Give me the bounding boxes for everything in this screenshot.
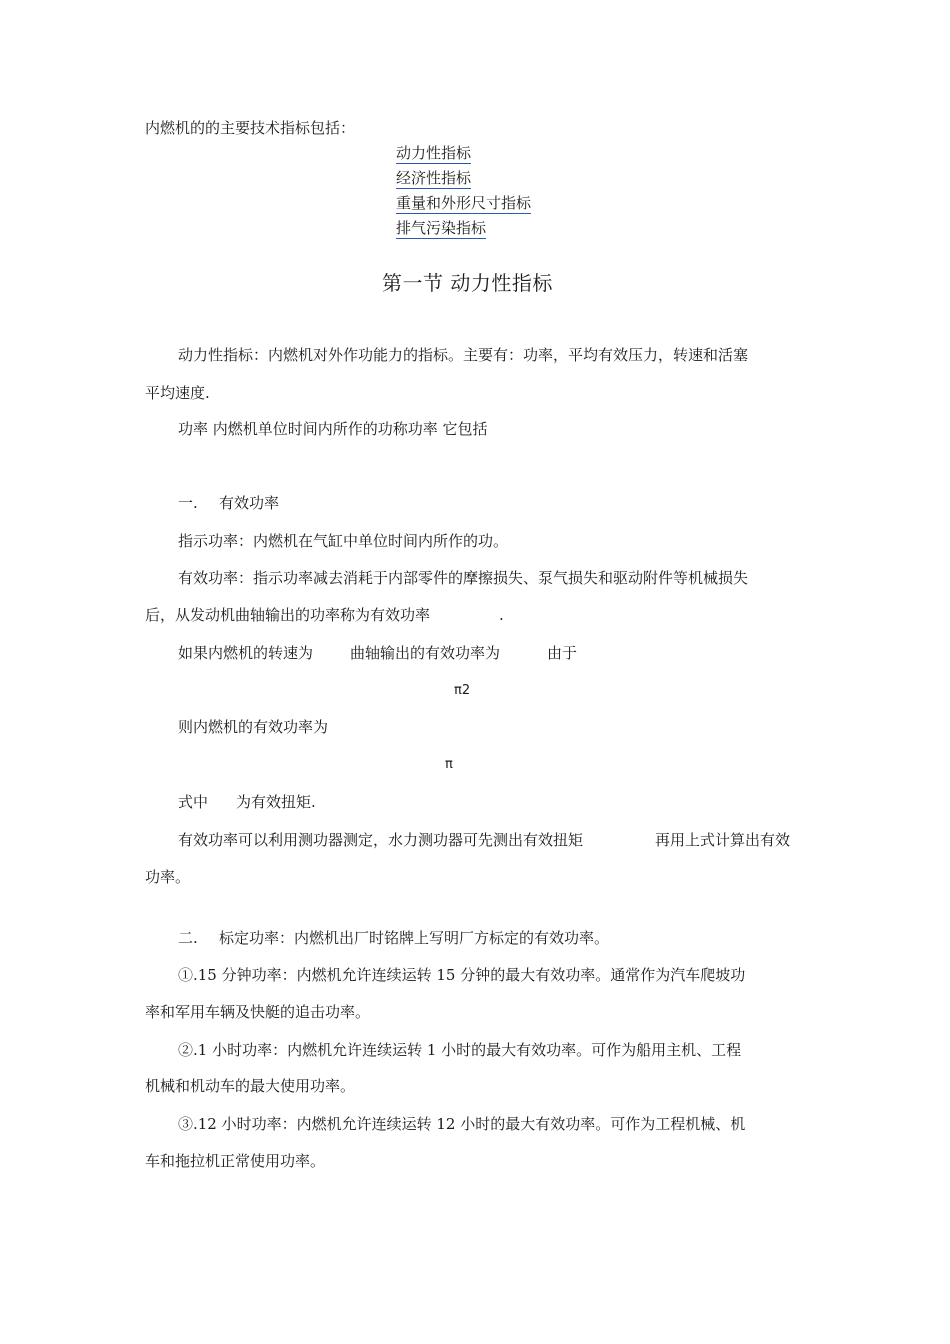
paragraph-indicated-power: 指示功率：内燃机在气缸中单位时间内所作的功。 xyxy=(178,532,509,550)
heading-effective-power: 有效功率 xyxy=(219,494,280,512)
paragraph-dynamometer-line2: 功率。 xyxy=(145,868,191,886)
intro-text: 内燃机的的主要技术指标包括： xyxy=(145,119,356,137)
heading-rated-power-number: 二. xyxy=(178,929,198,947)
paragraph-where-label: 式中 xyxy=(178,793,209,811)
toc-link-emission[interactable]: 排气污染指标 xyxy=(396,219,487,237)
formula-torque-relation: π2 xyxy=(454,683,471,698)
list-item-1hour-line2: 机械和机动车的最大使用功率。 xyxy=(145,1077,356,1095)
list-item-15min-line1: ①.15 分钟功率：内燃机允许连续运转 15 分钟的最大有效功率。通常作为汽车爬坡功 xyxy=(178,966,746,984)
heading-effective-power-number: 一. xyxy=(178,494,198,512)
heading-rated-power: 标定功率：内燃机出厂时铭牌上写明厂方标定的有效功率。 xyxy=(219,929,610,947)
paragraph-effective-power-period: . xyxy=(499,606,504,624)
toc-link-economy[interactable]: 经济性指标 xyxy=(396,169,472,187)
paragraph-effective-power-line2: 后，从发动机曲轴输出的功率称为有效功率 xyxy=(145,606,431,624)
list-item-15min-line2: 率和军用车辆及快艇的追击功率。 xyxy=(145,1003,371,1021)
section-title: 第一节 动力性指标 xyxy=(382,271,553,295)
toc-link-power[interactable]: 动力性指标 xyxy=(396,144,472,162)
paragraph-speed-part2: 曲轴输出的有效功率为 xyxy=(350,644,501,662)
list-item-12hour-line1: ③.12 小时功率：内燃机允许连续运转 12 小时的最大有效功率。可作为工程机械、机 xyxy=(178,1115,746,1133)
toc-item-economy[interactable] xyxy=(396,168,471,188)
toc-item-emission[interactable] xyxy=(396,218,486,238)
toc-link-weight-size[interactable]: 重量和外形尺寸指标 xyxy=(396,194,532,212)
paragraph-dynamometer-line1a: 有效功率可以利用测功器测定，水力测功器可先测出有效扭矩 xyxy=(178,831,584,849)
list-item-12hour-line2: 车和拖拉机正常使用功率。 xyxy=(145,1152,326,1170)
paragraph-power-definition: 功率 内燃机单位时间内所作的功称功率 它包括 xyxy=(178,420,488,438)
paragraph-dynamic-definition-line1: 动力性指标：内燃机对外作功能力的指标。主要有：功率，平均有效压力，转速和活塞 xyxy=(178,346,749,364)
toc-item-power[interactable] xyxy=(396,143,471,163)
paragraph-dynamometer-line1b: 再用上式计算出有效 xyxy=(655,831,791,849)
toc-item-weight-size[interactable] xyxy=(396,193,531,213)
list-item-1hour-line1: ②.1 小时功率：内燃机允许连续运转 1 小时的最大有效功率。可作为船用主机、工程 xyxy=(178,1041,742,1059)
paragraph-where-torque: 为有效扭矩. xyxy=(236,793,316,811)
paragraph-effective-power-is: 则内燃机的有效功率为 xyxy=(178,718,329,736)
paragraph-effective-power-line1: 有效功率：指示功率减去消耗于内部零件的摩擦损失、泵气损失和驱动附件等机械损失 xyxy=(178,569,749,587)
paragraph-dynamic-definition-line2: 平均速度. xyxy=(145,384,210,402)
formula-effective-power: π xyxy=(445,757,453,772)
paragraph-speed-part3: 由于 xyxy=(547,644,578,662)
paragraph-speed-part1: 如果内燃机的转速为 xyxy=(178,644,314,662)
